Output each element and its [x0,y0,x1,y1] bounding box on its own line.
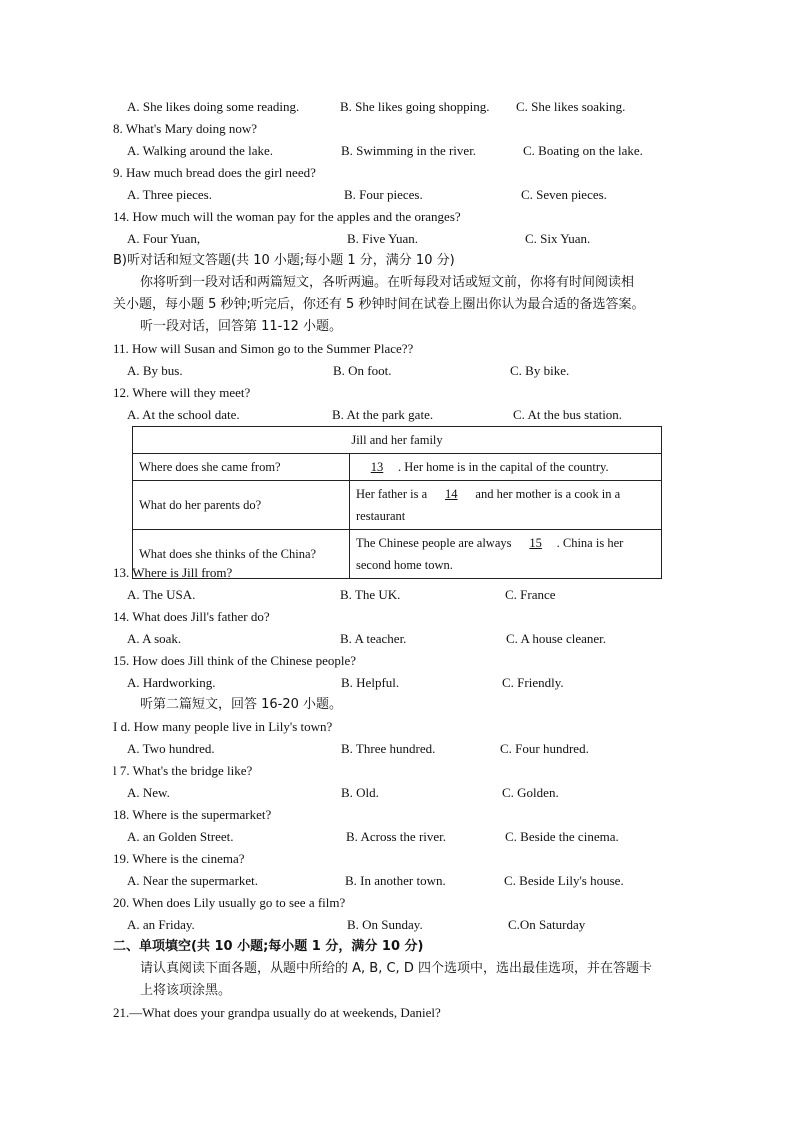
answer-option[interactable]: B. The UK. [340,587,401,602]
answer-option[interactable]: B. Helpful. [341,675,400,690]
question-text: 13. Where is Jill from? [113,565,233,580]
answer-option[interactable]: B. Across the river. [346,829,447,844]
answer-option[interactable]: C. Four hundred. [500,741,589,756]
answer-option[interactable]: C. Beside the cinema. [505,829,619,844]
blank-13[interactable]: 13 [370,460,384,474]
answer-option[interactable]: A. an Golden Street. [127,829,234,844]
question-text: 21.—What does your grandpa usually do at weekends, Daniel? [113,1005,441,1020]
answer-option[interactable]: C. Six Yuan. [525,231,591,246]
instruction-text: 听一段对话，回答第 11-12 小题。 [140,319,343,334]
answer-option[interactable]: C. France [505,587,556,602]
question-text: 15. How does Jill think of the Chinese people? [113,653,356,668]
question-text: 20. When does Lily usually go to see a film? [113,895,346,910]
answer-option[interactable]: A. She likes doing some reading. [127,99,300,114]
info-table [132,426,662,579]
answer-option[interactable]: C. Friendly. [502,675,564,690]
answer-option[interactable]: C. She likes soaking. [516,99,626,114]
table-row [133,454,662,481]
answer-option[interactable]: A. an Friday. [127,917,195,932]
answer-option[interactable]: B. Old. [341,785,379,800]
question-text: 9. Haw much bread does the girl need? [113,165,316,180]
answer-option[interactable]: B. At the park gate. [332,407,434,422]
question-text: l 7. What's the bridge like? [113,763,253,778]
question-text: 8. What's Mary doing now? [113,121,257,136]
instruction-text: 请认真阅读下面各题，从题中所给的 A, B, C, D 四个选项中，选出最佳选项，并在答题卡 [140,961,652,976]
blank-14[interactable]: 14 [445,487,458,501]
answer-option[interactable]: C. A house cleaner. [506,631,607,646]
question-text: B)听对话和短文答题(共 10 小题;每小题 1 分，满分 10 分) [113,253,455,268]
instruction-text: 听第二篇短文，回答 16-20 小题。 [140,697,343,712]
answer-option[interactable]: B. Five Yuan. [347,231,419,246]
answer-option[interactable]: B. On foot. [333,363,392,378]
answer-option[interactable]: A. By bus. [127,363,183,378]
blank-15[interactable]: 15 [529,536,542,550]
table-question: Where does she came from? [133,454,350,481]
answer-option[interactable]: A. The USA. [127,587,196,602]
instruction-text: 上将该项涂黑。 [140,983,232,998]
question-text: 14. What does Jill's father do? [113,609,270,624]
answer-option[interactable]: A. At the school date. [127,407,240,422]
answer-option[interactable]: B. Four pieces. [344,187,423,202]
answer-option[interactable]: C. Golden. [502,785,559,800]
answer-option[interactable]: B. She likes going shopping. [340,99,490,114]
question-text: 18. Where is the supermarket? [113,807,272,822]
answer-option[interactable]: A. Two hundred. [127,741,215,756]
question-text: 关小题，每小题 5 秒钟;听完后，你还有 5 秒钟时间在试卷上圈出你认为最合适的备选答案。 [113,297,645,312]
instruction-text: 你将听到一段对话和两篇短文，各听两遍。在听每段对话或短文前，你将有时间阅读相 [140,275,635,290]
answer-option[interactable]: C. At the bus station. [513,407,623,422]
answer-option[interactable]: A. New. [127,785,170,800]
table-question: What do her parents do? [133,481,350,530]
question-text: 11. How will Susan and Simon go to the Summer Place?? [113,341,414,356]
answer-option[interactable]: C. Seven pieces. [521,187,607,202]
answer-option[interactable]: B. Swimming in the river. [341,143,477,158]
answer-option[interactable]: C. Boating on the lake. [523,143,643,158]
answer-option[interactable]: A. Hardworking. [127,675,216,690]
answer-option[interactable]: B. A teacher. [340,631,407,646]
table-title: Jill and her family [133,427,662,454]
answer-option[interactable]: C.On Saturday [508,917,586,932]
question-text: I d. How many people live in Lily's town? [113,719,333,734]
question-text: 14. How much will the woman pay for the apples and the oranges? [113,209,461,224]
answer-option[interactable]: C. Beside Lily's house. [504,873,624,888]
table-answer: The Chinese people are always 15 . China is her second home town. [350,530,662,579]
question-text: 二、单项填空(共 10 小题;每小题 1 分，满分 10 分) [113,939,424,954]
answer-option[interactable]: A. Near the supermarket. [127,873,259,888]
answer-option[interactable]: B. On Sunday. [347,917,423,932]
table-row [133,530,662,579]
answer-option[interactable]: C. By bike. [510,363,570,378]
answer-option[interactable]: A. A soak. [127,631,182,646]
table-row [133,481,662,530]
answer-option[interactable]: A. Three pieces. [127,187,212,202]
table-answer: Her father is a 14 and her mother is a cook in a restaurant [350,481,662,530]
answer-option[interactable]: A. Four Yuan, [127,231,201,246]
table-question: What does she thinks of the China? [133,530,350,579]
answer-option[interactable]: B. In another town. [345,873,446,888]
question-text: 12. Where will they meet? [113,385,251,400]
answer-option[interactable]: A. Walking around the lake. [127,143,274,158]
answer-option[interactable]: B. Three hundred. [341,741,436,756]
table-answer: 13 . Her home is in the capital of the country. [350,454,662,481]
question-text: 19. Where is the cinema? [113,851,245,866]
